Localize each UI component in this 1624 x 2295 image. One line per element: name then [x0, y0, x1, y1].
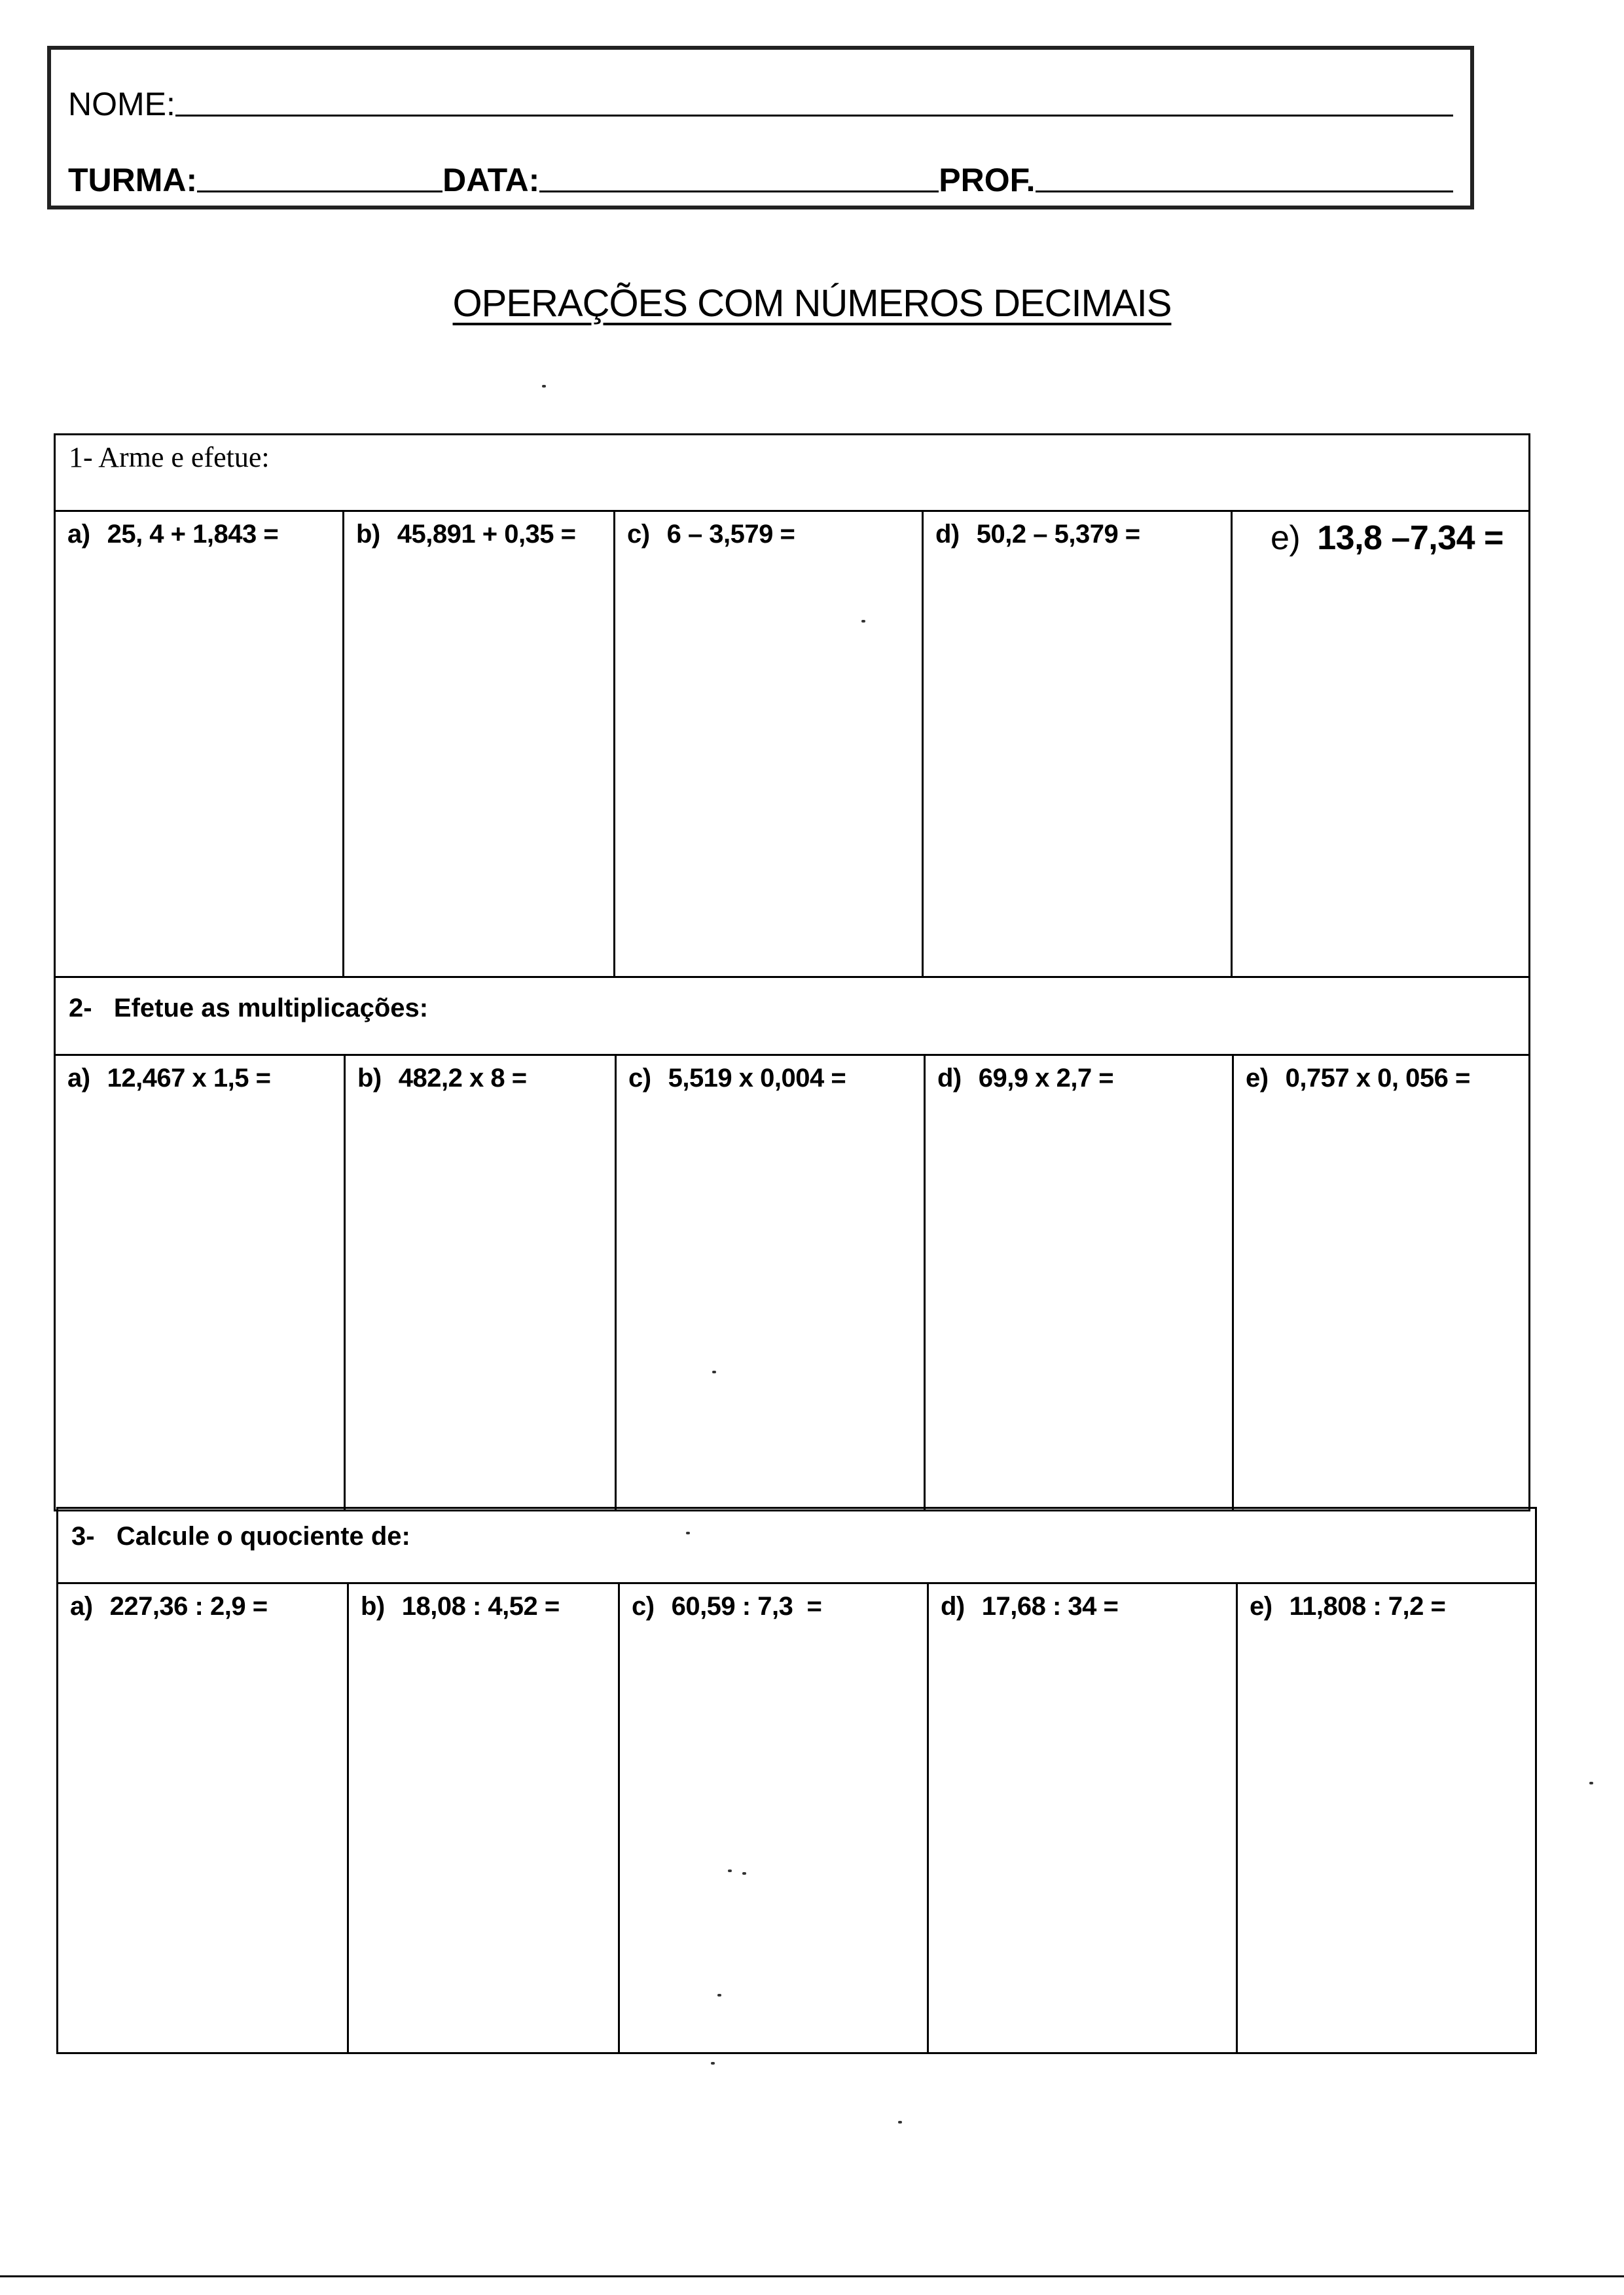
exercise-row	[56, 1584, 1537, 2054]
item-expression: 69,9 x 2,7 =	[978, 1064, 1114, 1093]
data-label: DATA:	[442, 162, 540, 198]
item-letter: e)	[1246, 1064, 1269, 1093]
item-expression: 17,68 : 34 =	[981, 1592, 1119, 1621]
item-letter: d)	[937, 1064, 962, 1093]
exercise-cell[interactable]	[615, 512, 924, 976]
exercise-cell[interactable]	[58, 1584, 349, 2052]
name-line	[68, 85, 1453, 123]
scan-speck	[898, 2121, 902, 2123]
item-expression: 25, 4 + 1,843 =	[107, 520, 279, 549]
item-expression: 18,08 : 4,52 =	[401, 1592, 560, 1621]
exercise-cell[interactable]	[344, 512, 615, 976]
section-heading-box	[54, 433, 1530, 512]
section-addition-subtraction	[54, 433, 1530, 978]
section-heading: 2- Efetue as multiplicações:	[69, 994, 429, 1022]
item-letter: b)	[356, 520, 380, 549]
item-letter: e)	[1271, 519, 1301, 557]
item-expression: 227,36 : 2,9 =	[109, 1592, 268, 1621]
exercise-cell[interactable]	[929, 1584, 1238, 2052]
item-letter: c)	[627, 520, 650, 549]
item-letter: c)	[628, 1064, 651, 1093]
prof-label: PROF.	[939, 162, 1036, 198]
item-expression: 6 – 3,579 =	[666, 520, 795, 549]
item-expression: 12,467 x 1,5 =	[107, 1064, 271, 1093]
item-letter: a)	[67, 1064, 90, 1093]
scan-speck	[717, 1994, 721, 1997]
student-info-box	[47, 46, 1474, 209]
exercise-cell[interactable]	[56, 512, 344, 976]
item-letter: e)	[1250, 1592, 1272, 1621]
exercise-cell[interactable]	[620, 1584, 929, 2052]
exercise-cell[interactable]	[1234, 1056, 1528, 1509]
worksheet-title: OPERAÇÕES COM NÚMEROS DECIMAIS	[452, 282, 1172, 325]
scan-speck	[712, 1371, 716, 1373]
item-letter: c)	[632, 1592, 655, 1621]
item-letter: a)	[67, 520, 90, 549]
exercise-cell[interactable]	[1238, 1584, 1535, 2052]
scan-speck	[711, 2062, 715, 2065]
page-bottom-rule	[0, 2275, 1624, 2277]
prof-blank[interactable]	[1036, 190, 1453, 192]
exercise-cell[interactable]	[346, 1056, 617, 1509]
scan-speck	[728, 1870, 732, 1872]
item-expression: 5,519 x 0,004 =	[668, 1064, 846, 1093]
item-letter: d)	[941, 1592, 965, 1621]
item-letter: a)	[70, 1592, 93, 1621]
item-letter: b)	[361, 1592, 385, 1621]
item-expression: 60,59 : 7,3 =	[671, 1592, 822, 1621]
turma-blank[interactable]	[197, 190, 442, 192]
item-letter: d)	[935, 520, 960, 549]
item-expression: 13,8 –7,34 =	[1317, 519, 1504, 557]
turma-label: TURMA:	[68, 162, 198, 198]
exercise-cell[interactable]	[924, 512, 1233, 976]
exercise-cell[interactable]	[926, 1056, 1234, 1509]
section-multiplication	[54, 976, 1530, 1511]
exercise-cell[interactable]	[349, 1584, 620, 2052]
item-expression: 50,2 – 5,379 =	[976, 520, 1140, 549]
item-expression: 11,808 : 7,2 =	[1289, 1592, 1446, 1621]
scan-speck	[1589, 1782, 1593, 1784]
section-heading: 3- Calcule o quociente de:	[71, 1522, 410, 1551]
data-blank[interactable]	[539, 190, 939, 192]
scan-speck	[686, 1532, 690, 1534]
item-expression: 0,757 x 0, 056 =	[1285, 1064, 1470, 1093]
section-division	[56, 1507, 1537, 2054]
scan-speck	[542, 385, 546, 388]
nome-label: NOME:	[68, 86, 175, 122]
exercise-row	[54, 1056, 1530, 1511]
exercise-cell[interactable]	[1233, 512, 1528, 976]
exercise-row	[54, 512, 1530, 978]
exercise-cell[interactable]	[617, 1056, 926, 1509]
section-heading-box	[54, 976, 1530, 1056]
section-heading: 1- Arme e efetue:	[69, 441, 270, 473]
item-letter: b)	[357, 1064, 382, 1093]
nome-blank[interactable]	[175, 115, 1453, 117]
exercise-cell[interactable]	[56, 1056, 346, 1509]
class-date-prof-line	[68, 161, 1453, 199]
scan-speck	[861, 620, 865, 623]
scan-speck	[742, 1872, 746, 1875]
item-expression: 45,891 + 0,35 =	[397, 520, 576, 549]
section-heading-box	[56, 1507, 1537, 1584]
item-expression: 482,2 x 8 =	[398, 1064, 527, 1093]
